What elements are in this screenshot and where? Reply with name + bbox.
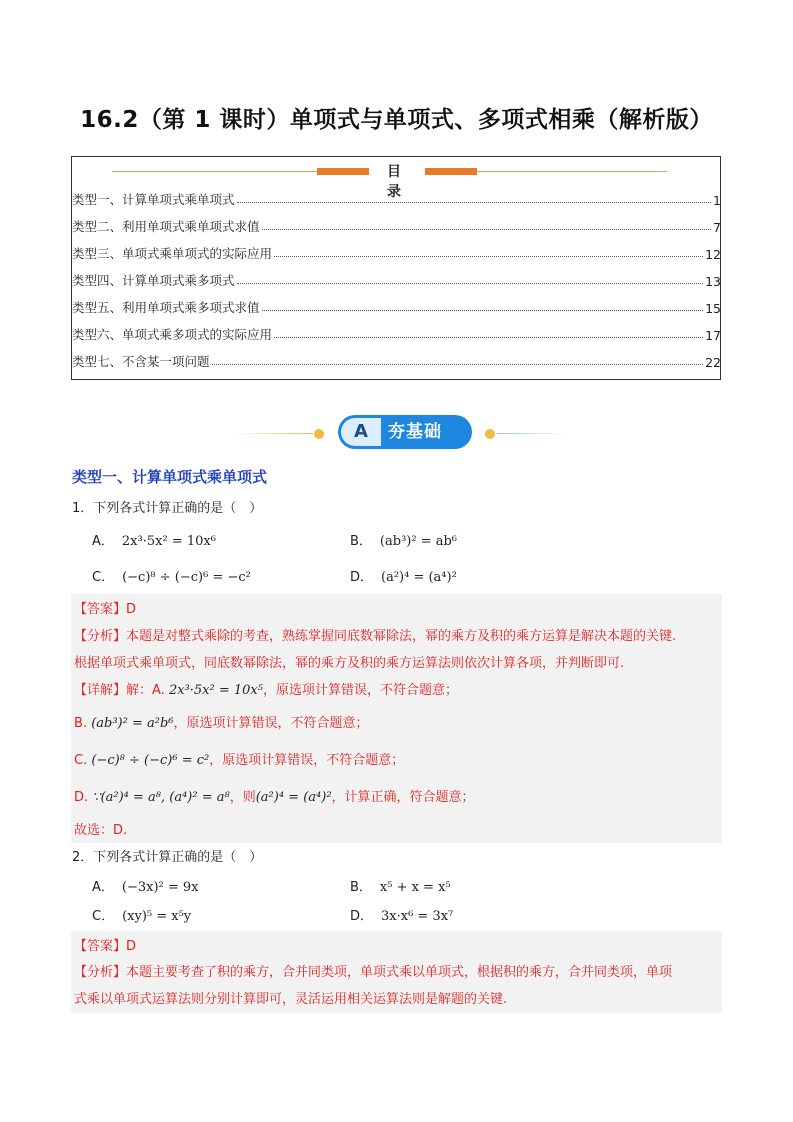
toc-item[interactable] xyxy=(72,269,722,289)
toc-item-label: 类型三、单项式乘单项式的实际应用 xyxy=(72,246,273,261)
option-b[interactable]: B． (ab³)² = ab⁶ xyxy=(350,534,458,549)
option-d[interactable]: D． 3x·x⁶ = 3x⁷ xyxy=(350,909,454,924)
toc-item-label: 类型七、不含某一项问题 xyxy=(72,354,210,369)
level-title: 夯基础 xyxy=(388,422,442,442)
toc-divider xyxy=(112,171,317,172)
analysis-text: 式乘以单项式运算法则分别计算即可，灵活运用相关运算法则是解题的关键. xyxy=(74,992,508,1007)
toc-item-page: 7 xyxy=(713,220,721,235)
detail-c: C. (−c)⁸ ÷ (−c)⁶ = c²，原选项计算错误，不符合题意； xyxy=(74,753,405,768)
toc-item-label: 类型六、单项式乘多项式的实际应用 xyxy=(72,327,273,342)
toc-item-label: 类型一、计算单项式乘单项式 xyxy=(72,192,235,207)
analysis-text: 根据单项式乘单项式，同底数幂除法，幂的乘方及积的乘方运算法则依次计算各项，并判断即可. xyxy=(74,656,625,671)
answer-text: 【答案】D xyxy=(74,939,137,954)
question-stem: 1．下列各式计算正确的是（ ） xyxy=(72,501,263,516)
level-letter: A xyxy=(341,418,381,446)
level-banner xyxy=(229,415,569,451)
option-c[interactable]: C． (−c)⁸ ÷ (−c)⁶ = −c² xyxy=(92,570,251,585)
answer-text: 【答案】D xyxy=(74,602,137,617)
banner-dot xyxy=(314,429,324,439)
banner-dot xyxy=(485,429,495,439)
question-stem: 2．下列各式计算正确的是（ ） xyxy=(72,850,263,865)
toc-item-label: 类型二、利用单项式乘单项式求值 xyxy=(72,219,260,234)
table-of-contents xyxy=(71,156,721,380)
toc-item-page: 15 xyxy=(705,301,721,316)
analysis-text: 【分析】本题是对整式乘除的考查，熟练掌握同底数幂除法，幂的乘方及积的乘方运算是解决本题的关键. xyxy=(74,629,677,644)
option-a[interactable]: A． (−3x)² = 9x xyxy=(92,880,199,895)
toc-divider xyxy=(477,171,667,172)
toc-accent-bar xyxy=(425,168,477,175)
toc-item[interactable] xyxy=(72,242,722,262)
option-b[interactable]: B． x⁵ + x = x⁵ xyxy=(350,880,451,895)
section-heading: 类型一、计算单项式乘单项式 xyxy=(72,468,268,486)
option-a[interactable]: A． 2x³·5x² = 10x⁶ xyxy=(92,534,216,549)
choose-text: 故选：D. xyxy=(74,823,128,838)
toc-item-page: 22 xyxy=(705,355,721,370)
detail-b: B. (ab³)² = a²b⁶，原选项计算错误，不符合题意； xyxy=(74,716,369,731)
toc-item-label: 类型四、计算单项式乘多项式 xyxy=(72,273,235,288)
toc-item-page: 1 xyxy=(713,193,721,208)
toc-item[interactable] xyxy=(72,215,722,235)
page-title: 16.2（第 1 课时）单项式与单项式、多项式相乘（解析版） xyxy=(80,107,713,133)
analysis-text: 【分析】本题主要考查了积的乘方，合并同类项，单项式乘以单项式，根据积的乘方，合并同类项，单项 xyxy=(74,965,673,980)
toc-item-page: 17 xyxy=(705,328,721,343)
toc-item-page: 12 xyxy=(705,247,721,262)
toc-item[interactable] xyxy=(72,188,722,208)
toc-item[interactable] xyxy=(72,323,722,343)
detail-a: 【详解】解：A. 2x³·5x² = 10x⁵，原选项计算错误，不符合题意； xyxy=(74,683,458,698)
toc-item-label: 类型五、利用单项式乘多项式求值 xyxy=(72,300,260,315)
option-d[interactable]: D． (a²)⁴ = (a⁴)² xyxy=(350,570,457,585)
toc-accent-bar xyxy=(317,168,369,175)
toc-item[interactable] xyxy=(72,350,722,370)
option-c[interactable]: C． (xy)⁵ = x⁵y xyxy=(92,909,192,924)
toc-heading: 目 录 xyxy=(387,164,407,200)
detail-d: D. ∵(a²)⁴ = a⁸, (a⁴)² = a⁸，则(a²)⁴ = (a⁴)²，计算正确，符合题意； xyxy=(74,790,475,805)
toc-item[interactable] xyxy=(72,296,722,316)
level-pill xyxy=(338,415,472,449)
toc-item-page: 13 xyxy=(705,274,721,289)
